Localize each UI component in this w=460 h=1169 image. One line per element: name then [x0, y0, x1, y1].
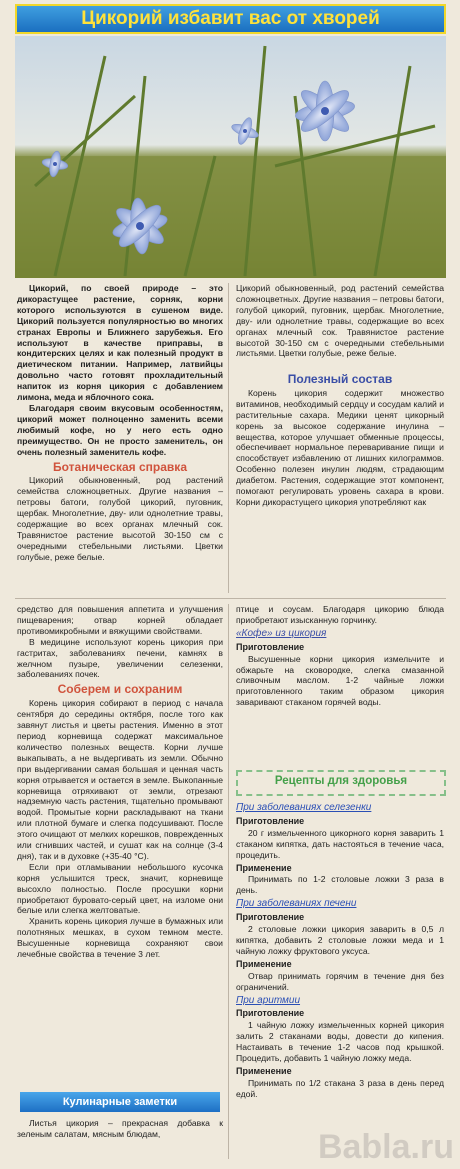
article-title-banner: [15, 4, 446, 34]
health-recipes-heading: Рецепты для здоровья: [274, 775, 408, 787]
culinary-paragraph: Листья цикория – прекрасная добавка к зеленым салатам, мясным блюдам,: [17, 1118, 223, 1139]
watermark: Babla.ru: [317, 1128, 454, 1166]
chicory-photo-illustration: [15, 36, 446, 278]
section-divider: [15, 598, 446, 599]
arrhythmia-recipe-title: При аритмии: [236, 994, 301, 1006]
liver-prep-text: 2 столовые ложки цикория заварить в 0,5 л кипятка, добавить 2 столовые ложки меда и 1 чайную ложку фруктового уксуса.: [236, 924, 444, 956]
recipes-list: [236, 800, 444, 1100]
chicory-coffee-title: «Кофе» из цикория: [236, 627, 327, 639]
liver-use-label: Применение: [236, 958, 292, 969]
useful-composition-paragraph: Корень цикория содержит множество витаминов, необходимый сердцу и сосудам калий и растительные сахара. Медики ценят цикорный корень за высокое содержание инулина – вещества, которое улучшает обменные процессы, обеспечивает нормальное переваривание пищи и способствует избавлению от лишних килограммов. Особенно полезен инулин людям, страдающим диабетом. Растения, содержащие этот компонент, помогают регулировать уровень сахара в крови. Корни дикорастущего цикория употребляют как: [236, 387, 444, 507]
culinary-notes-text: [17, 1118, 223, 1140]
coffee-prep-paragraph: Высушенные корни цикория измельчите и обжарьте на сковородке, слегка смазанной сливочным маслом. 1-2 чайные ложки приготовленного таким образом цикория заваривают стаканом горячей воды.: [236, 653, 444, 708]
spleen-use-text: Принимать по 1-2 столовые ложки 3 раза в день.: [236, 874, 444, 896]
arrhythmia-prep-label: Приготовление: [236, 1008, 305, 1019]
intro-column: [17, 283, 223, 562]
liver-prep-label: Приготовление: [236, 912, 305, 923]
collect-paragraph-3: Хранить корень цикория лучше в бумажных или полотняных мешках, в сухом темном месте. Высушенные корневища сохраняют свои лечебные свойства в течение 3 лет.: [17, 916, 223, 960]
botanical-heading: Ботаническая справка: [53, 459, 187, 474]
arrhythmia-prep-text: 1 чайную ложку измельченных корней цикория залить 2 стаканами воды, довести до кипения. Настаивать в течение 1-2 часов под крышкой. Процедить, добавить 1 чайную ложку меда.: [236, 1020, 444, 1064]
collect-paragraph-2: Если при отламывании небольшого кусочка корня услышится треск, значит, корневище высохло полностью. После просушки корни приобретают буровато-серый цвет, на изломе они белые или слегка желтоватые.: [17, 861, 223, 916]
culinary-notes-banner: [20, 1092, 220, 1112]
spleen-prep-label: Приготовление: [236, 815, 305, 826]
harvest-column: [17, 604, 223, 960]
health-recipes-box: [236, 770, 446, 796]
spleen-prep-text: 20 г измельченного цикорного корня заварить 1 стаканом кипятка, дать настояться в течение часа, процедить.: [236, 827, 444, 860]
column-divider-bottom: [228, 604, 229, 1159]
botanical-continued: Цикорий обыкновенный, род растений семейства сложноцветных. Другие названия – петровы батоги, голубой цикорий, пуговник, щербак. Многолетние, дву- или однолетние травы, содержащие во всех органах млечный сок. Травянистое растение высотой 30-150 см с очередными стебельными листьями. Цветки голубые, реже белые.: [236, 283, 444, 359]
botanical-paragraph: Цикорий обыкновенный, род растений семейства сложноцветных. Другие названия – петровы батоги, голубой цикорий, пуговник, щербак. Многолетние, дву- или однолетние травы, содержащие во всех органах млечный сок. Травянистое растение высотой 30-150 см с очередными стебельными листьями. Цветки голубые, реже белые.: [17, 475, 223, 562]
spleen-recipe-title: При заболеваниях селезенки: [236, 802, 372, 813]
liver-recipe-title: При заболеваниях печени: [236, 898, 357, 910]
intro-paragraph-1: Цикорий, по своей природе – это дикорастущее растение, сорняк, корни которого используются в сушеном виде. Цикорий пользуется популярностью во многих странах Европы и Ближнего зарубежья. Его используют в качестве приправы, в кондитерских целях и как полезный продукт в диетическом питании. Например, латвийцы довольно часто готовят прохладительный напиток из корня цикория с добавлением лимона, меда и яблочного сока.: [17, 283, 223, 403]
article-title: Цикорий избавит вас от хворей: [81, 8, 380, 29]
medicine-paragraph: В медицине используют корень цикория при гастритах, заболеваниях печени, камнях в желчном пузыре, увеличении селезенки, заболеваниях почек.: [17, 636, 223, 680]
coffee-prep-label: Приготовление: [236, 641, 305, 652]
culinary-notes-heading: Кулинарные заметки: [62, 1096, 178, 1108]
liver-use-text: Отвар принимать горячим в течение дня без ограничений.: [236, 970, 444, 992]
arrhythmia-use-label: Применение: [236, 1065, 292, 1076]
intro-paragraph-2: Благодаря своим вкусовым особенностям, цикорий может полноценно заменить всеми любимый кофе, но у него есть одно преимущество. Он не просто заменитель, он очень полезный заменитель кофе.: [17, 402, 223, 457]
useful-composition-heading: Полезный состав: [287, 372, 393, 386]
chicory-flower-photo: [15, 36, 446, 278]
spleen-use-label: Применение: [236, 862, 292, 873]
composition-column: [236, 283, 444, 508]
sauce-paragraph: птице и соусам. Благодаря цикорию блюда приобретают изысканную горчинку.: [236, 604, 444, 625]
collect-paragraph-1: Корень цикория собирают в период с начала сентября до середины октября, после того как завянут листья и цветы растения. Именно в этот период корневища содержат максимальное количество полезных веществ. Корни лучше выкапывать, а не выдергивать из земли. Обычно при выдергивании самая большая и ценная часть корня отрывается и остается в земле. Выкопанные корневища отряхивают от земли, отрезают надземную часть растения, тщательно промывают водой. Промытые корни раскладывают на ткани или плотной бумаге и слегка подсушивают. После этого очищают от мелких корешков, поврежденных или сгнивших частей, и сушат как на солнце (3-4 дня), так и в духовке (+35-40 °С).: [17, 698, 223, 861]
appetite-paragraph: средство для повышения аппетита и улучшения пищеварения; отвар корней обладает противомикробными и вяжущими свойствами.: [17, 604, 223, 636]
column-divider-top: [228, 283, 229, 593]
arrhythmia-use-text: Принимать по 1/2 стакана 3 раза в день перед едой.: [236, 1077, 444, 1099]
collect-store-heading: Соберем и сохраним: [57, 682, 183, 697]
